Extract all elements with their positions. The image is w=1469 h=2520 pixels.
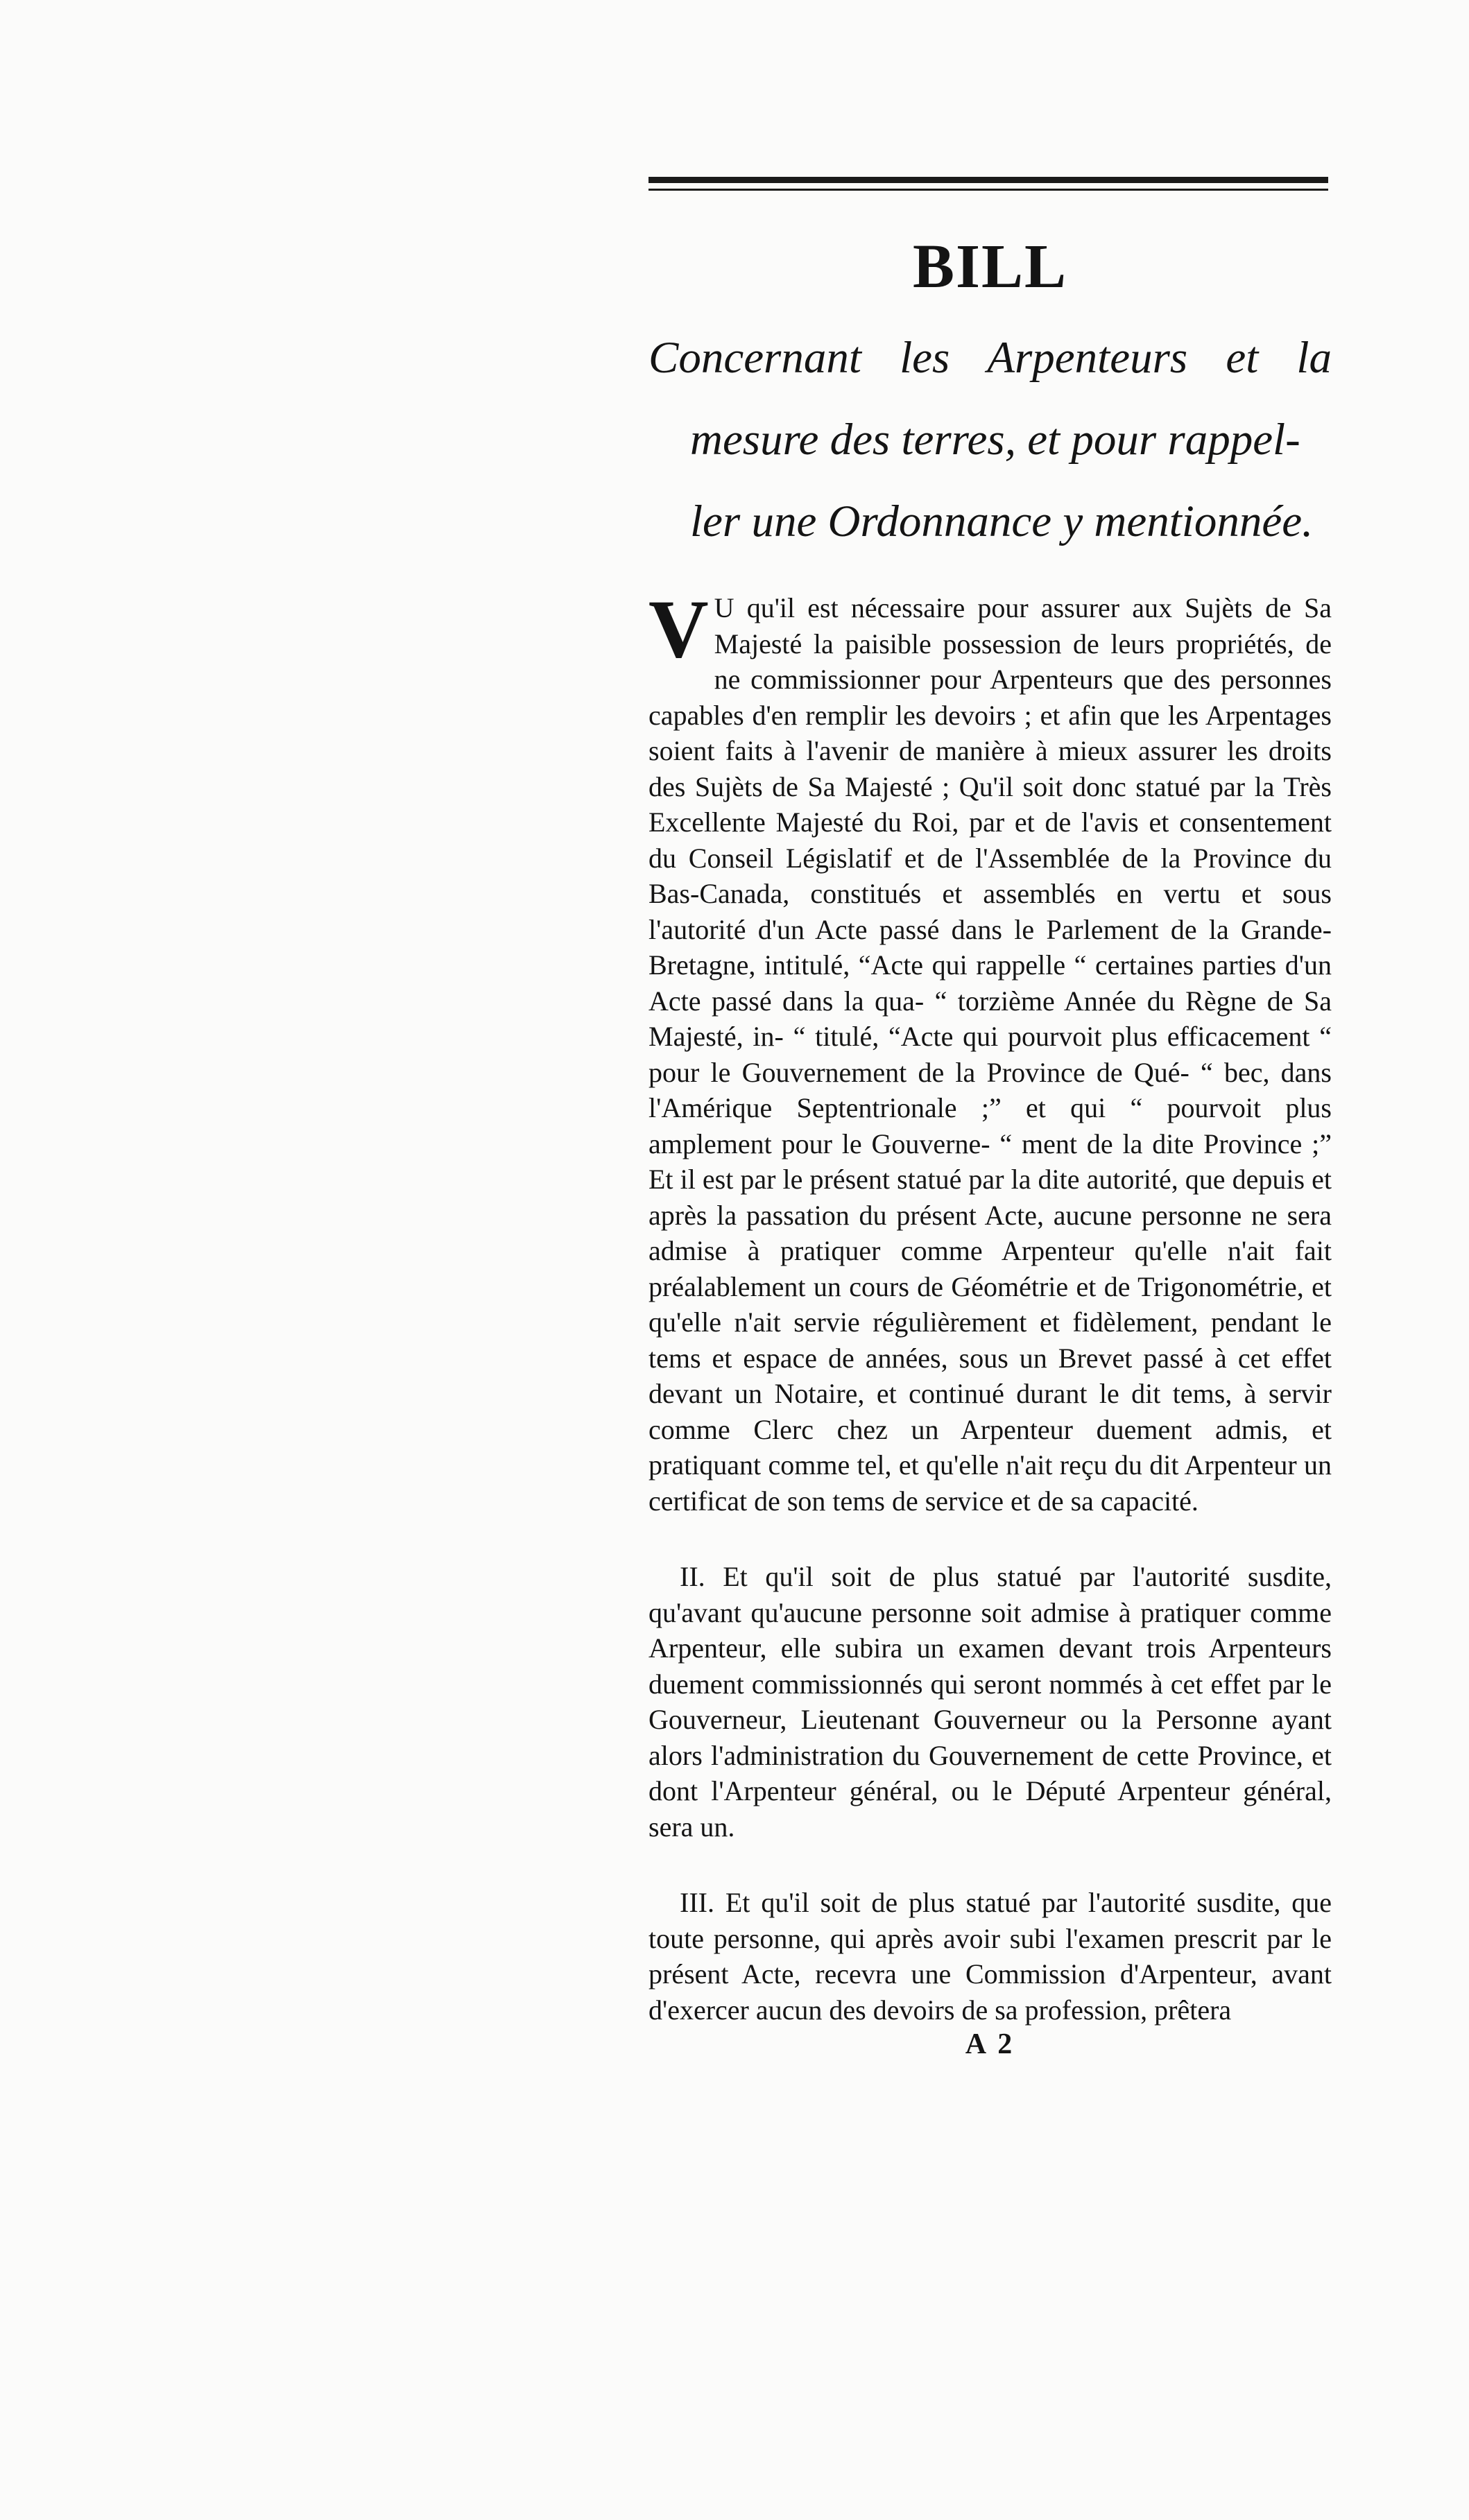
document-title: BILL bbox=[912, 232, 1068, 301]
header-rule-thick bbox=[648, 177, 1328, 183]
subtitle-line-3: ler une Ordonnance y mentionnée. bbox=[690, 497, 1314, 546]
document-subtitle bbox=[648, 317, 1332, 562]
signature-mark: A 2 bbox=[965, 2028, 1015, 2060]
section-ii-paragraph: II. Et qu'il soit de plus statué par l'autorité susdite, qu'avant qu'aucune personne soit admise à pratiquer comme Arpenteur, elle subira un examen devant trois Arpenteurs duement commissionnés qui seront nommés à cet effet par le Gouverneur, Lieutenant Gouverneur ou la Personne ayant alors l'administration du Gouvernement de cette Province, et dont l'Arpenteur général, ou le Député Arpenteur général, sera un. bbox=[648, 1561, 1332, 1842]
page-column bbox=[648, 177, 1332, 2062]
section-iii-paragraph: III. Et qu'il soit de plus statué par l'autorité susdite, que toute personne, qui après avoir subi l'examen prescrit par le présent Acte, recevra une Commission d'Arpenteur, avant d'exercer aucun des devoirs de sa profession, prêtera bbox=[648, 1887, 1332, 2026]
subtitle-line-2: mesure des terres, et pour rappel- bbox=[690, 415, 1300, 465]
subtitle-line-1: Concernant les Arpenteurs et la bbox=[648, 333, 1332, 383]
drop-cap: V bbox=[648, 582, 709, 675]
document-body bbox=[648, 582, 1332, 2062]
header-rule-thin bbox=[648, 189, 1328, 191]
preamble-text: U qu'il est nécessaire pour assurer aux Sujèts de Sa Majesté la paisible possession de leurs propriétés, de ne commissionner pour Arpenteurs que des personnes capables d'en remplir les devoirs ; et afin que les Arpentages soient faits à l'avenir de manière à mieux assurer les droits des Sujèts de Sa Majesté ; Qu'il soit donc statué par la Très Excellente Majesté du Roi, par et de l'avis et consentement du Conseil Législatif et de l'Assemblée de la Province du Bas-Canada, constitués et assemblés en vertu et sous l'autorité d'un Acte passé dans le Parlement de la Grande-Bretagne, intitulé, “Acte qui rappelle “ certaines parties d'un Acte passé dans la qua- “ torzième Année du Règne de Sa Majesté, in- “ titulé, “Acte qui pourvoit plus efficacement “ pour le Gouvernement de la Province de Qué- “ bec, dans l'Amérique Septentrionale ;” et qui “ pourvoit plus amplement pour le Gouverne- “ ment de la dite Province ;” Et il est par le présent statué par la dite autorité, que depuis et après la passation du présent Acte, aucune personne ne sera admise à pratiquer comme Arpenteur qu'elle n'ait fait préalablement un cours de Géométrie et de Trigonométrie, et qu'elle n'ait servie régulièrement et fidèlement, pendant le tems et espace de années, sous un Brevet passé à cet effet devant un Notaire, et continué durant le dit tems, à servir comme Clerc chez un Arpenteur duement admis, et pratiquant comme tel, et qu'elle n'ait reçu du dit Arpenteur un certificat de son tems de service et de sa capacité. bbox=[648, 592, 1332, 1517]
preamble-paragraph bbox=[648, 582, 1332, 1519]
